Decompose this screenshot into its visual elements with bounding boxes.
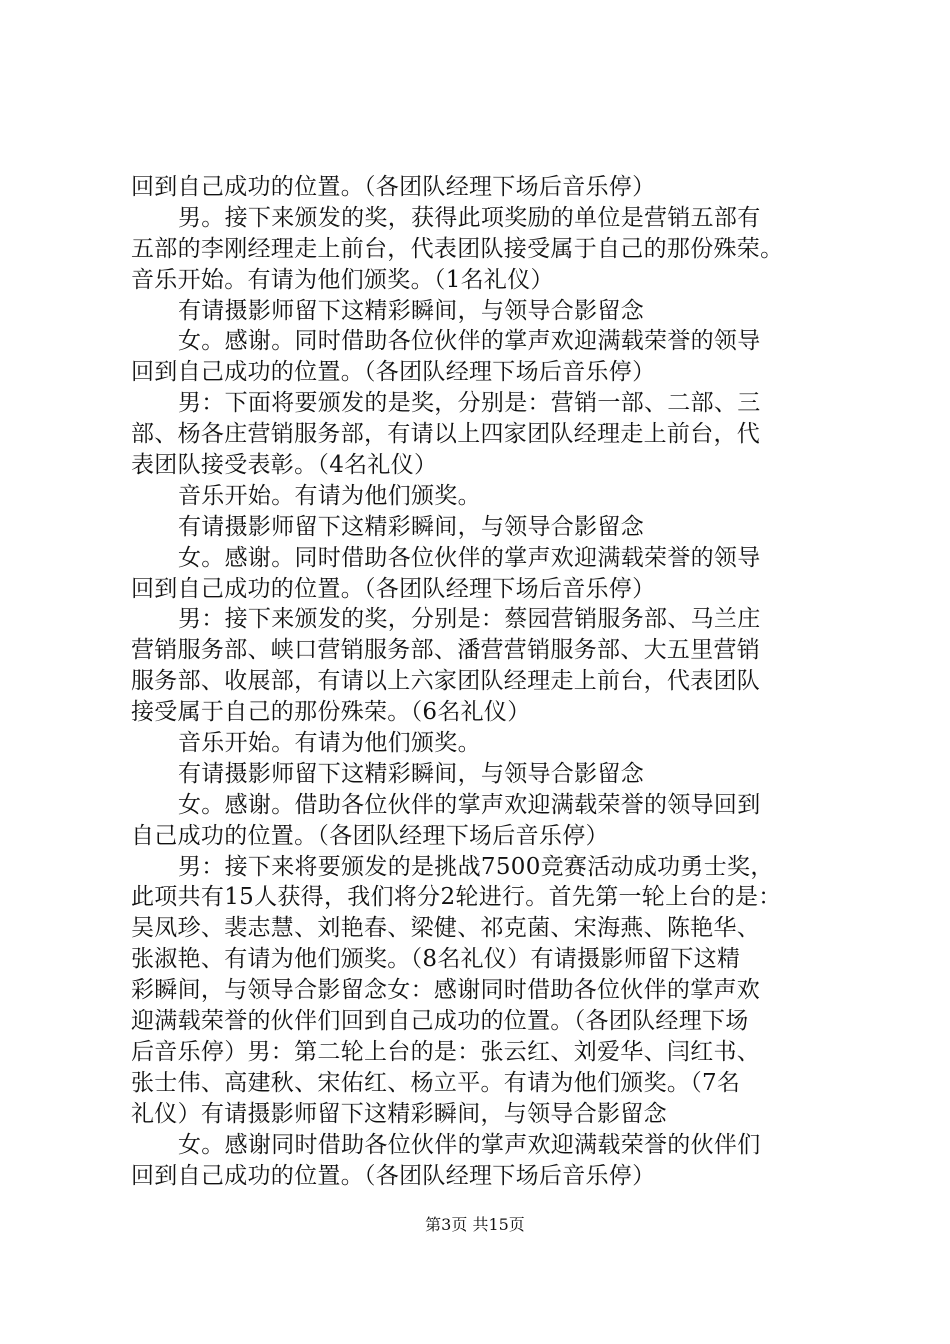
text-line: 男：接下来颁发的奖，分别是：蔡园营销服务部、马兰庄 — [178, 606, 761, 633]
text-line: 接受属于自己的那份殊荣。（6名礼仪） — [131, 699, 531, 726]
text-line: 张淑艳、有请为他们颁奖。（8名礼仪）有请摄影师留下这精 — [131, 946, 741, 973]
text-line: 回到自己成功的位置。（各团队经理下场后音乐停） — [131, 359, 656, 386]
text-line: 女。感谢。同时借助各位伙伴的掌声欢迎满载荣誉的领导 — [178, 328, 761, 355]
text-line: 音乐开始。有请为他们颁奖。 — [178, 482, 481, 509]
text-line: 有请摄影师留下这精彩瞬间，与领导合影留念 — [178, 297, 644, 324]
text-line: 女。感谢。借助各位伙伴的掌声欢迎满载荣誉的领导回到 — [178, 791, 761, 818]
text-line: 女。感谢。同时借助各位伙伴的掌声欢迎满载荣誉的领导 — [178, 544, 761, 571]
text-line: 吴凤珍、裴志慧、刘艳春、梁健、祁克菌、宋海燕、陈艳华、 — [131, 915, 761, 942]
text-line: 彩瞬间，与领导合影留念女：感谢同时借助各位伙伴的掌声欢 — [131, 977, 761, 1004]
text-line: 男：下面将要颁发的是奖，分别是：营销一部、二部、三 — [178, 390, 761, 417]
text-line: 服务部、收展部，有请以上六家团队经理走上前台，代表团队 — [131, 668, 761, 695]
text-line: 音乐开始。有请为他们颁奖。 — [178, 730, 481, 757]
text-line: 女。感谢同时借助各位伙伴的掌声欢迎满载荣誉的伙伴们 — [178, 1131, 761, 1158]
text-line: 营销服务部、峡口营销服务部、潘营营销服务部、大五里营销 — [131, 637, 761, 664]
text-line: 男：接下来将要颁发的是挑战7500竞赛活动成功勇士奖， — [178, 853, 774, 880]
text-line: 回到自己成功的位置。（各团队经理下场后音乐停） — [131, 575, 656, 602]
text-line: 有请摄影师留下这精彩瞬间，与领导合影留念 — [178, 513, 644, 540]
text-line: 表团队接受表彰。（4名礼仪） — [131, 452, 438, 479]
text-line: 男。接下来颁发的奖，获得此项奖励的单位是营销五部有 — [178, 204, 761, 231]
text-line: 五部的李刚经理走上前台，代表团队接受属于自己的那份殊荣。 — [131, 235, 784, 262]
text-line: 回到自己成功的位置。（各团队经理下场后音乐停） — [131, 1162, 656, 1189]
text-line: 迎满载荣誉的伙伴们回到自己成功的位置。（各团队经理下场 — [131, 1008, 749, 1035]
text-line: 回到自己成功的位置。（各团队经理下场后音乐停） — [131, 174, 656, 200]
document-body — [131, 172, 831, 1191]
text-line: 音乐开始。有请为他们颁奖。（1名礼仪） — [131, 266, 554, 293]
text-line: 此项共有15人获得，我们将分2轮进行。首先第一轮上台的是： — [131, 884, 782, 911]
page-footer: 第3页 共15页 — [425, 1215, 525, 1234]
text-line: 自己成功的位置。（各团队经理下场后音乐停） — [131, 822, 609, 849]
text-line: 部、杨各庄营销服务部，有请以上四家团队经理走上前台，代 — [131, 421, 761, 448]
text-line: 后音乐停）男：第二轮上台的是：张云红、刘爱华、闫红书、 — [131, 1038, 761, 1065]
text-line: 有请摄影师留下这精彩瞬间，与领导合影留念 — [178, 760, 644, 787]
text-line: 礼仪）有请摄影师留下这精彩瞬间，与领导合影留念 — [131, 1100, 667, 1127]
text-line: 张士伟、高建秋、宋佑红、杨立平。有请为他们颁奖。（7名 — [131, 1069, 741, 1096]
